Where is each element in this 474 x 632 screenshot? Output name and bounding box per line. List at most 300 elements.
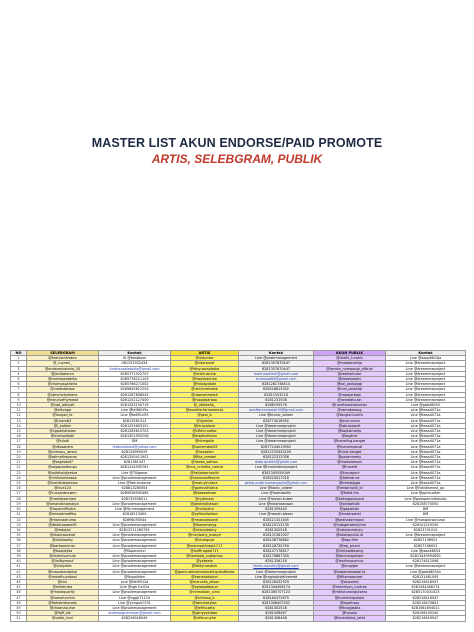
- cell-artis: @nicolgnyb: [171, 538, 239, 543]
- cell-kontak-artis: 6281308407402: [239, 600, 314, 605]
- cell-kontak-artis[interactable]: lonirosadifa@gmail.com: [239, 377, 314, 382]
- cell-kontak-publik: Line @teaa4071o: [386, 408, 466, 413]
- cell-selebgram: @brandonivasen: [27, 356, 99, 361]
- cell-artis: @uanemdah09: [171, 444, 239, 449]
- cell-selebgram: @maaratantpikal: [27, 569, 99, 574]
- cell-kontak-publik: 628174412096: [386, 559, 466, 564]
- cell-kontak-publik: Line @teaa4071a: [386, 455, 466, 460]
- cell-kontak-artis: 62877244019902: [239, 444, 314, 449]
- column-header-artis: ARTIS: [171, 351, 239, 356]
- cell-kontak-selebgram: Line @prodemanagement: [99, 559, 171, 564]
- cell-selebgram: @jtedaroaaamfll: [27, 522, 99, 527]
- cell-artis: @aldyndal: [171, 356, 239, 361]
- cell-kontak-artis: 628528813342: [239, 387, 314, 392]
- cell-kontak-artis: 628122312058: [239, 455, 314, 460]
- cell-kontak-publik: DM: [386, 507, 466, 512]
- cell-akun-publik: @rosedato.sln: [314, 397, 386, 402]
- cell-artis: @gamnalitskha: [171, 486, 239, 491]
- cell-akun-publik: @rundhoodnohumor: [314, 403, 386, 408]
- cell-kontak-publik: 628216416547: [386, 579, 466, 584]
- cell-kontak-publik: Line @dreammeproject: [386, 533, 466, 538]
- cell-kontak-publik: Line @teaa4071a: [386, 475, 466, 480]
- cell-akun-publik: @fkcojjatalla: [314, 605, 386, 610]
- cell-no: 33: [11, 522, 27, 527]
- cell-kontak-artis: 628128730790: [239, 543, 314, 548]
- cell-kontak-publik: 62857196922: [386, 543, 466, 548]
- cell-no: 18: [11, 444, 27, 449]
- cell-akun-publik: @kindofsslot_labtt: [314, 616, 386, 621]
- cell-kontak-selebgram[interactable]: Andriansafetalita@gmail.com: [99, 366, 171, 371]
- cell-artis: @mancsahikagt1717: [171, 543, 239, 548]
- cell-kontak-publik: Line @teaa4071a: [386, 444, 466, 449]
- cell-akun-publik: @modukatoon: [314, 460, 386, 465]
- cell-artis: @anfflragdal717: [171, 548, 239, 553]
- column-header-kontak-publik: Kontak: [386, 351, 466, 356]
- cell-kontak-selebgram: Line @sgh7ur02a: [99, 585, 171, 590]
- cell-kontak-artis: 628121321405: [239, 517, 314, 522]
- cell-kontak-selebgram: 6281250411901: [99, 455, 171, 460]
- cell-akun-publik: @modomamja: [314, 361, 386, 366]
- cell-kontak-selebgram: 6285766271002: [99, 382, 171, 387]
- cell-selebgram: @dilasaidira: [27, 444, 99, 449]
- cell-kontak-artis: 628147178817: [239, 548, 314, 553]
- cell-kontak-publik: Line @teaa4071a: [386, 413, 466, 418]
- cell-kontak-artis: Line @dreammeproject: [239, 439, 314, 444]
- cell-no: 28: [11, 496, 27, 501]
- cell-kontak-selebgram: 628813280004: [99, 486, 171, 491]
- cell-kontak-publik: Line @gab48054n: [386, 569, 466, 574]
- cell-artis: @tkrayalane: [171, 423, 239, 428]
- cell-selebgram: @chaanacuhar: [27, 605, 99, 610]
- cell-akun-publik: @fsted.hts: [314, 491, 386, 496]
- cell-no: 26: [11, 486, 27, 491]
- cell-akun-publik: @bekhatarmaani: [314, 517, 386, 522]
- cell-kontak-publik: 628131481005: [386, 574, 466, 579]
- cell-selebgram: @i_kaltion: [27, 423, 99, 428]
- cell-kontak-artis: Line @tinnkindmeproject: [239, 465, 314, 470]
- cell-kontak-artis: 628180472675: [239, 595, 314, 600]
- cell-kontak-artis[interactable]: marinasofmm@gmail.com: [239, 371, 314, 376]
- cell-artis: @rvvkyshn: [171, 507, 239, 512]
- cell-artis: @shinosa_k: [171, 595, 239, 600]
- cell-akun-publik: @fumeld: [314, 465, 386, 470]
- cell-kontak-publik: 6281561654021: [386, 605, 466, 610]
- cell-kontak-publik: Line @dreammeproject: [386, 382, 466, 387]
- cell-no: 16: [11, 434, 27, 439]
- cell-kontak-publik: Line @teaa4071a: [386, 460, 466, 465]
- cell-artis: @frankkantirw: [171, 377, 239, 382]
- cell-no: 15: [11, 429, 27, 434]
- cell-no: 47: [11, 595, 27, 600]
- cell-kontak-selebgram: Line @prodemanagement: [99, 475, 171, 480]
- cell-artis: @yokeela: [171, 559, 239, 564]
- cell-selebgram: @daidiaalhy: [27, 538, 99, 543]
- cell-akun-publik: @ientantolik_id: [314, 486, 386, 491]
- cell-selebgram: @nad_adliyati: [27, 403, 99, 408]
- cell-kontak-publik: Line @teaa4071a: [386, 429, 466, 434]
- cell-artis: @glewindhawari: [171, 501, 239, 506]
- cell-artis: @febyuseapfatka: [171, 366, 239, 371]
- cell-kontak-publik: 628198193240: [386, 611, 466, 616]
- cell-kontak-artis: Line @ragirobisfefvemdd: [239, 574, 314, 579]
- cell-kontak-publik: Line @dreammeproject: [386, 387, 466, 392]
- cell-artis: @syfiliedlodiavi: [171, 512, 239, 517]
- cell-akun-publik: @taglinrt: [314, 434, 386, 439]
- cell-selebgram: @vrolbstattaw: [27, 387, 99, 392]
- cell-akun-publik: @beheal.ee: [314, 475, 386, 480]
- cell-akun-publik: @nebamonoioal.id: [314, 569, 386, 574]
- cell-no: 39: [11, 553, 27, 558]
- cell-kontak-selebgram: 62896055044: [99, 517, 171, 522]
- cell-no: 27: [11, 491, 27, 496]
- cell-selebgram: @lulodi: [27, 439, 99, 444]
- column-header-selebgram: SELEBGRAM: [27, 351, 99, 356]
- cell-kontak-selebgram: 6285645612203: [99, 387, 171, 392]
- cell-kontak-publik: 628216470641: [386, 600, 466, 605]
- cell-kontak-selebgram: @Nupoibfon: [99, 574, 171, 579]
- cell-no: 40: [11, 559, 27, 564]
- cell-kontak-selebgram: 6281253603151: [99, 423, 171, 428]
- cell-selebgram: @mamaldlatii: [27, 434, 99, 439]
- cell-kontak-publik: Line @dreammeproject: [386, 564, 466, 569]
- cell-no: 25: [11, 481, 27, 486]
- cell-selebgram: @barbaraninsn: [27, 543, 99, 548]
- cell-akun-publik: @mal_palaktqi: [314, 387, 386, 392]
- cell-selebgram: @namissadabiha: [27, 377, 99, 382]
- cell-kontak-artis: Line @dreammeproject: [239, 429, 314, 434]
- cell-akun-publik: @hpuolo: [314, 611, 386, 616]
- cell-artis: @mainyimrana: [171, 481, 239, 486]
- cell-kontak-publik: Line @Fahidismest_pp: [386, 486, 466, 491]
- cell-no: 46: [11, 590, 27, 595]
- cell-selebgram: @langad_fa: [27, 413, 99, 418]
- cell-kontak-artis: 628129113135: [239, 522, 314, 527]
- cell-akun-publik: @zeekarilutar: [314, 371, 386, 376]
- cell-artis: @risosa_sathon: [171, 460, 239, 465]
- cell-akun-publik: @bhutmapeiwm: [314, 553, 386, 558]
- cell-kontak-artis: Line @hieantaruwan: [239, 501, 314, 506]
- cell-akun-publik: @tardon_nompangt_official: [314, 366, 386, 371]
- cell-kontak-selebgram: 62813561413: [99, 418, 171, 423]
- cell-no: 36: [11, 538, 27, 543]
- cell-artis: @rmanoshbanti: [171, 517, 239, 522]
- cell-akun-publik: @endorsebid: [314, 512, 386, 517]
- cell-selebgram: @sagapoolkonpu: [27, 465, 99, 470]
- cell-selebgram: @liellbymouf: [27, 559, 99, 564]
- cell-kontak-artis: 628131361007: [239, 533, 314, 538]
- cell-no: 34: [11, 527, 27, 532]
- cell-kontak-selebgram[interactable]: febbiuhakadi@yahoo.com: [99, 444, 171, 449]
- cell-artis: @glinyyoinbbo: [171, 611, 239, 616]
- cell-no: 11: [11, 408, 27, 413]
- cell-kontak-publik: Line @dreammeproject: [386, 366, 466, 371]
- cell-artis: @sffmnnrafdo: [171, 429, 239, 434]
- column-header-kontak-selebgram: Kontak: [99, 351, 171, 356]
- cell-selebgram: @boopejisa: [27, 548, 99, 553]
- cell-kontak-selebgram: 6281381347: [99, 460, 171, 465]
- cell-selebgram: @mdojad: [27, 527, 99, 532]
- cell-no: 3: [11, 366, 27, 371]
- cell-artis: @itsmemaryg: [171, 522, 239, 527]
- cell-kontak-selebgram: 628135508011: [99, 496, 171, 501]
- cell-kontak-artis: 628220017018: [239, 475, 314, 480]
- cell-artis: @jefriluxeta: [171, 605, 239, 610]
- cell-akun-publik: @indagertahnjirhal: [314, 522, 386, 527]
- cell-kontak-selebgram: Line @prodemanagement: [99, 543, 171, 548]
- cell-artis: @ravadlen: [171, 449, 239, 454]
- cell-selebgram: @afkvaga: [27, 408, 99, 413]
- cell-kontak-selebgram: 081252932434: [99, 361, 171, 366]
- cell-kontak-selebgram: 6289058945465: [99, 491, 171, 496]
- cell-kontak-selebgram: 628126990029: [99, 449, 171, 454]
- cell-artis: @dificucuyhe: [171, 616, 239, 621]
- cell-no: 14: [11, 423, 27, 428]
- cell-kontak-artis: Line @konic_oldeer: [239, 486, 314, 491]
- cell-no: 8: [11, 392, 27, 397]
- cell-kontak-publik: Line @jaaa48054: [386, 548, 466, 553]
- column-header-no: NO: [11, 351, 27, 356]
- cell-kontak-artis: 628774018992: [239, 418, 314, 423]
- cell-selebgram: @fdjff_alk: [27, 611, 99, 616]
- cell-akun-publik: @abraxajorit: [314, 423, 386, 428]
- cell-kontak-artis[interactable]: dodo.quethn@gmail.com: [239, 460, 314, 465]
- cell-selebgram: @_ruyrani_: [27, 361, 99, 366]
- cell-selebgram: @vgadnlotades: [27, 429, 99, 434]
- cell-kontak-selebgram: 628226018049: [99, 616, 171, 621]
- cell-akun-publik: @kal_paikalogi: [314, 382, 386, 387]
- page-subtitle: ARTIS, SELEBGRAM, PUBLIK: [151, 152, 323, 166]
- cell-artis: @xus_ccmd0a_carbra: [171, 465, 239, 470]
- cell-artis: @njumbo: [171, 418, 239, 423]
- cell-artis: @vinmalaan_sinsi: [171, 590, 239, 595]
- cell-kontak-publik: Line @pashpemnitstudio: [386, 496, 466, 501]
- cell-kontak-selebgram: Line @prodemanagement: [99, 501, 171, 506]
- cell-artis: @fika_rambel: [171, 455, 239, 460]
- cell-selebgram: @Lildydliar: [27, 564, 99, 569]
- cell-selebgram: @reannaahuma: [27, 517, 99, 522]
- cell-akun-publik: @tanglal.luckfa: [314, 413, 386, 418]
- cell-kontak-artis: Line @dreammeproject: [239, 434, 314, 439]
- cell-akun-publik: @viral.banget: [314, 449, 386, 454]
- cell-kontak-artis: Line @dreammeproject: [239, 569, 314, 574]
- cell-selebgram: @milleirizia: [27, 585, 99, 590]
- cell-akun-publik: @lepalhsay: [314, 600, 386, 605]
- cell-selebgram: @salfahaldjeetue: [27, 470, 99, 475]
- cell-selebgram: @primasu_iwrani: [27, 449, 99, 454]
- cell-kontak-selebgram: Line @nggh7117a: [99, 595, 171, 600]
- cell-kontak-selebgram: Line @prodemanagement: [99, 522, 171, 527]
- cell-akun-publik: @ipugigle: [314, 564, 386, 569]
- cell-akun-publik: @inhtoadtowing: [314, 548, 386, 553]
- cell-no: 7: [11, 387, 27, 392]
- cell-kontak-selebgram: @flopandrcci: [99, 548, 171, 553]
- cell-kontak-publik: 62813449994000: [386, 553, 466, 558]
- cell-akun-publik: @infadajaga: [314, 481, 386, 486]
- cell-akun-publik: @pasarmeely: [314, 455, 386, 460]
- cell-kontak-selebgram: Line @prodemanagement: [99, 569, 171, 574]
- cell-kontak-selebgram[interactable]: andresagnarmaan@gmail.com: [99, 611, 171, 616]
- cell-no: 2: [11, 361, 27, 366]
- cell-no: 20: [11, 455, 27, 460]
- cell-kontak-selebgram: 6281287806542: [99, 392, 171, 397]
- cell-kontak-selebgram: 62812211260759: [99, 527, 171, 532]
- cell-akun-publik: @traveling.banget: [314, 439, 386, 444]
- cell-kontak-publik: 628216416547: [386, 616, 466, 621]
- cell-kontak-publik: Line @dreammeproject: [386, 377, 466, 382]
- cell-kontak-publik: Line @teaa4071a: [386, 449, 466, 454]
- cell-selebgram: @namblaamjed: [27, 496, 99, 501]
- cell-kontak-artis: Line @ramah.biezer: [239, 512, 314, 517]
- cell-kontak-selebgram: Line @tfel9512a: [99, 579, 171, 584]
- title-block: [0, 136, 474, 166]
- cell-no: 23: [11, 470, 27, 475]
- page-title: MASTER LIST AKUN ENDORSE/PAID PROMOTE: [91, 136, 383, 150]
- cell-artis: @heliaroarnanlik: [171, 470, 239, 475]
- cell-kontak-selebgram: Line @ynnguh0701: [99, 600, 171, 605]
- cell-kontak-artis: 6281345555049: [239, 470, 314, 475]
- cell-artis: @hbmgolie: [171, 439, 239, 444]
- cell-selebgram: @andarwinataria_34: [27, 366, 99, 371]
- cell-no: 9: [11, 397, 27, 402]
- cell-kontak-artis[interactable]: fabiiu.nazuhty@gmail.com: [239, 564, 314, 569]
- cell-kontak-artis[interactable]: gesta.yustirnumangadut@gmail.com: [239, 481, 314, 486]
- cell-no: 4: [11, 371, 27, 376]
- cell-akun-publik: @oral.luckin: [314, 418, 386, 423]
- cell-akun-publik: @mendiyon_tuntrse: [314, 585, 386, 590]
- cell-no: 35: [11, 533, 27, 538]
- cell-akun-publik: @mittutunangutoma: [314, 590, 386, 595]
- cell-kontak-publik: 62857196922: [386, 538, 466, 543]
- cell-no: 29: [11, 501, 27, 506]
- cell-no: 17: [11, 439, 27, 444]
- cell-selebgram: @maiafhuvabsal: [27, 574, 99, 579]
- cell-kontak-selebgram: 6281263615703: [99, 429, 171, 434]
- cell-selebgram: @meuruefhymead: [27, 397, 99, 402]
- cell-kontak-selebgram: Line @7lliganar: [99, 470, 171, 475]
- cell-akun-publik: @sap.film: [314, 538, 386, 543]
- cell-selebgram: @hrahiklatanmaa: [27, 481, 99, 486]
- cell-artis: @hamaaal_sujtiqmay: [171, 553, 239, 558]
- cell-kontak-selebgram: 62818213400: [99, 512, 171, 517]
- cell-akun-publik: @kaplolmarja: [314, 429, 386, 434]
- cell-kontak-selebgram: 6281224935761: [99, 465, 171, 470]
- cell-artis: @shanydebny: [171, 527, 239, 532]
- cell-no: 41: [11, 564, 27, 569]
- cell-selebgram: @colbb_linnl: [27, 616, 99, 621]
- cell-kontak-artis: 62812255445209: [239, 449, 314, 454]
- cell-kontak-artis: 628178867300: [239, 553, 314, 558]
- cell-kontak-publik: Line @mangiarsanunai: [386, 517, 466, 522]
- cell-kontak-artis: 6281326118: [239, 559, 314, 564]
- cell-kontak-publik: Line @dreammeproject: [386, 371, 466, 376]
- column-header-kontak-artis: Kontak: [239, 351, 314, 356]
- cell-kontak-artis[interactable]: azizfterirsmpoah30@gmail.com: [239, 408, 314, 413]
- cell-kontak-artis: 6281302518: [239, 605, 314, 610]
- cell-selebgram: @jonitaberen: [27, 371, 99, 376]
- cell-kontak-publik: Line @dreammeproject: [386, 361, 466, 366]
- cell-kontak-selebgram: Line @prodemanagement: [99, 538, 171, 543]
- cell-kontak-publik: Line @teaa4071a: [386, 470, 466, 475]
- cell-kontak-artis: 6281357870447: [239, 361, 314, 366]
- cell-kontak-publik: Line @dreammeproject: [386, 392, 466, 397]
- cell-kontak-publik: 6285170041023: [386, 590, 466, 595]
- cell-kontak-publik: Line @teaa4071a: [386, 439, 466, 444]
- cell-selebgram: @ramafunchlu: [27, 595, 99, 600]
- cell-kontak-publik: Line @dreammeproject: [386, 397, 466, 402]
- cell-no: 49: [11, 605, 27, 610]
- cell-kontak-selebgram: 6281253150719: [99, 403, 171, 408]
- cell-kontak-artis: 628128432929: [239, 579, 314, 584]
- cell-kontak-publik: Line @sapp8610ja: [386, 356, 466, 361]
- cell-kontak-selebgram: Line @fiek.endorse: [99, 481, 171, 486]
- cell-kontak-artis: Line @kronic_oldeer: [239, 413, 314, 418]
- cell-no: 5: [11, 377, 27, 382]
- cell-kontak-publik: Line @teaa4071a: [386, 418, 466, 423]
- cell-artis: @aplastabbaun: [171, 585, 239, 590]
- cell-no: 43: [11, 574, 27, 579]
- cell-kontak-publik: 628152219250: [386, 522, 466, 527]
- cell-no: 37: [11, 543, 27, 548]
- cell-kontak-publik: 62823701010: [386, 527, 466, 532]
- cell-kontak-artis: Line @hamdadlin: [239, 491, 314, 496]
- cell-kontak-artis: Line @dreammeproject: [239, 423, 314, 428]
- table-row: [11, 616, 466, 621]
- cell-kontak-publik: 628216416547: [386, 595, 466, 600]
- cell-kontak-artis: 6281231508: [239, 397, 314, 402]
- cell-kontak-artis: 6281359440: [239, 507, 314, 512]
- cell-artis: @marcella_sitson: [171, 579, 239, 584]
- cell-akun-publik: @kurcaponi: [314, 470, 386, 475]
- cell-kontak-artis: 6281281748414: [239, 382, 314, 387]
- cell-artis: @feldynrostinh: [171, 564, 239, 569]
- cell-akun-publik: @lesdinnpumulc: [314, 559, 386, 564]
- cell-selebgram: @shantaoveral: [27, 533, 99, 538]
- cell-kontak-artis: 6281008467: [239, 611, 314, 616]
- cell-kontak-artis: 6288195576: [239, 403, 314, 408]
- cell-kontak-artis: 6281357870447: [239, 366, 314, 371]
- cell-no: 32: [11, 517, 27, 522]
- cell-no: 12: [11, 413, 27, 418]
- cell-artis: @ficiaapdade: [171, 382, 239, 387]
- cell-selebgram: @chamyagaherla: [27, 382, 99, 387]
- cell-artis: @roopabarbaa: [171, 397, 239, 402]
- cell-kontak-selebgram: DM: [99, 439, 171, 444]
- cell-no: 13: [11, 418, 27, 423]
- cell-kontak-publik: Line @teaa4071a: [386, 465, 466, 470]
- cell-artis: @asnette.farmeamuis: [171, 408, 239, 413]
- cell-selebgram: @amandanamatya: [27, 501, 99, 506]
- cell-akun-publik: @rahdanmtnjm: [314, 527, 386, 532]
- cell-selebgram: @dnlemsumule: [27, 553, 99, 558]
- cell-kontak-publik: 6281344406174: [386, 585, 466, 590]
- cell-akun-publik: @anosired: [314, 579, 386, 584]
- cell-no: 22: [11, 465, 27, 470]
- cell-kontak-artis: Line @prabmanagement: [239, 356, 314, 361]
- cell-artis: @utamahmelsh: [171, 392, 239, 397]
- cell-no: 42: [11, 569, 27, 574]
- cell-akun-publik: @humornpecal: [314, 444, 386, 449]
- cell-no: 31: [11, 512, 27, 517]
- cell-selebgram: @vini: [27, 579, 99, 584]
- cell-artis: @tkasaseisae: [171, 491, 239, 496]
- cell-selebgram: @sbrvrhvfyahone: [27, 392, 99, 397]
- cell-no: 50: [11, 611, 27, 616]
- cell-akun-publik: @hudreshipodala: [314, 595, 386, 600]
- cell-artis: @attalhallinter: [171, 434, 239, 439]
- cell-kontak-selebgram: Line @prodemanagement: [99, 605, 171, 610]
- cell-artis: @mirybeny_maayrl: [171, 533, 239, 538]
- cell-akun-publik: @tap_piceni: [314, 543, 386, 548]
